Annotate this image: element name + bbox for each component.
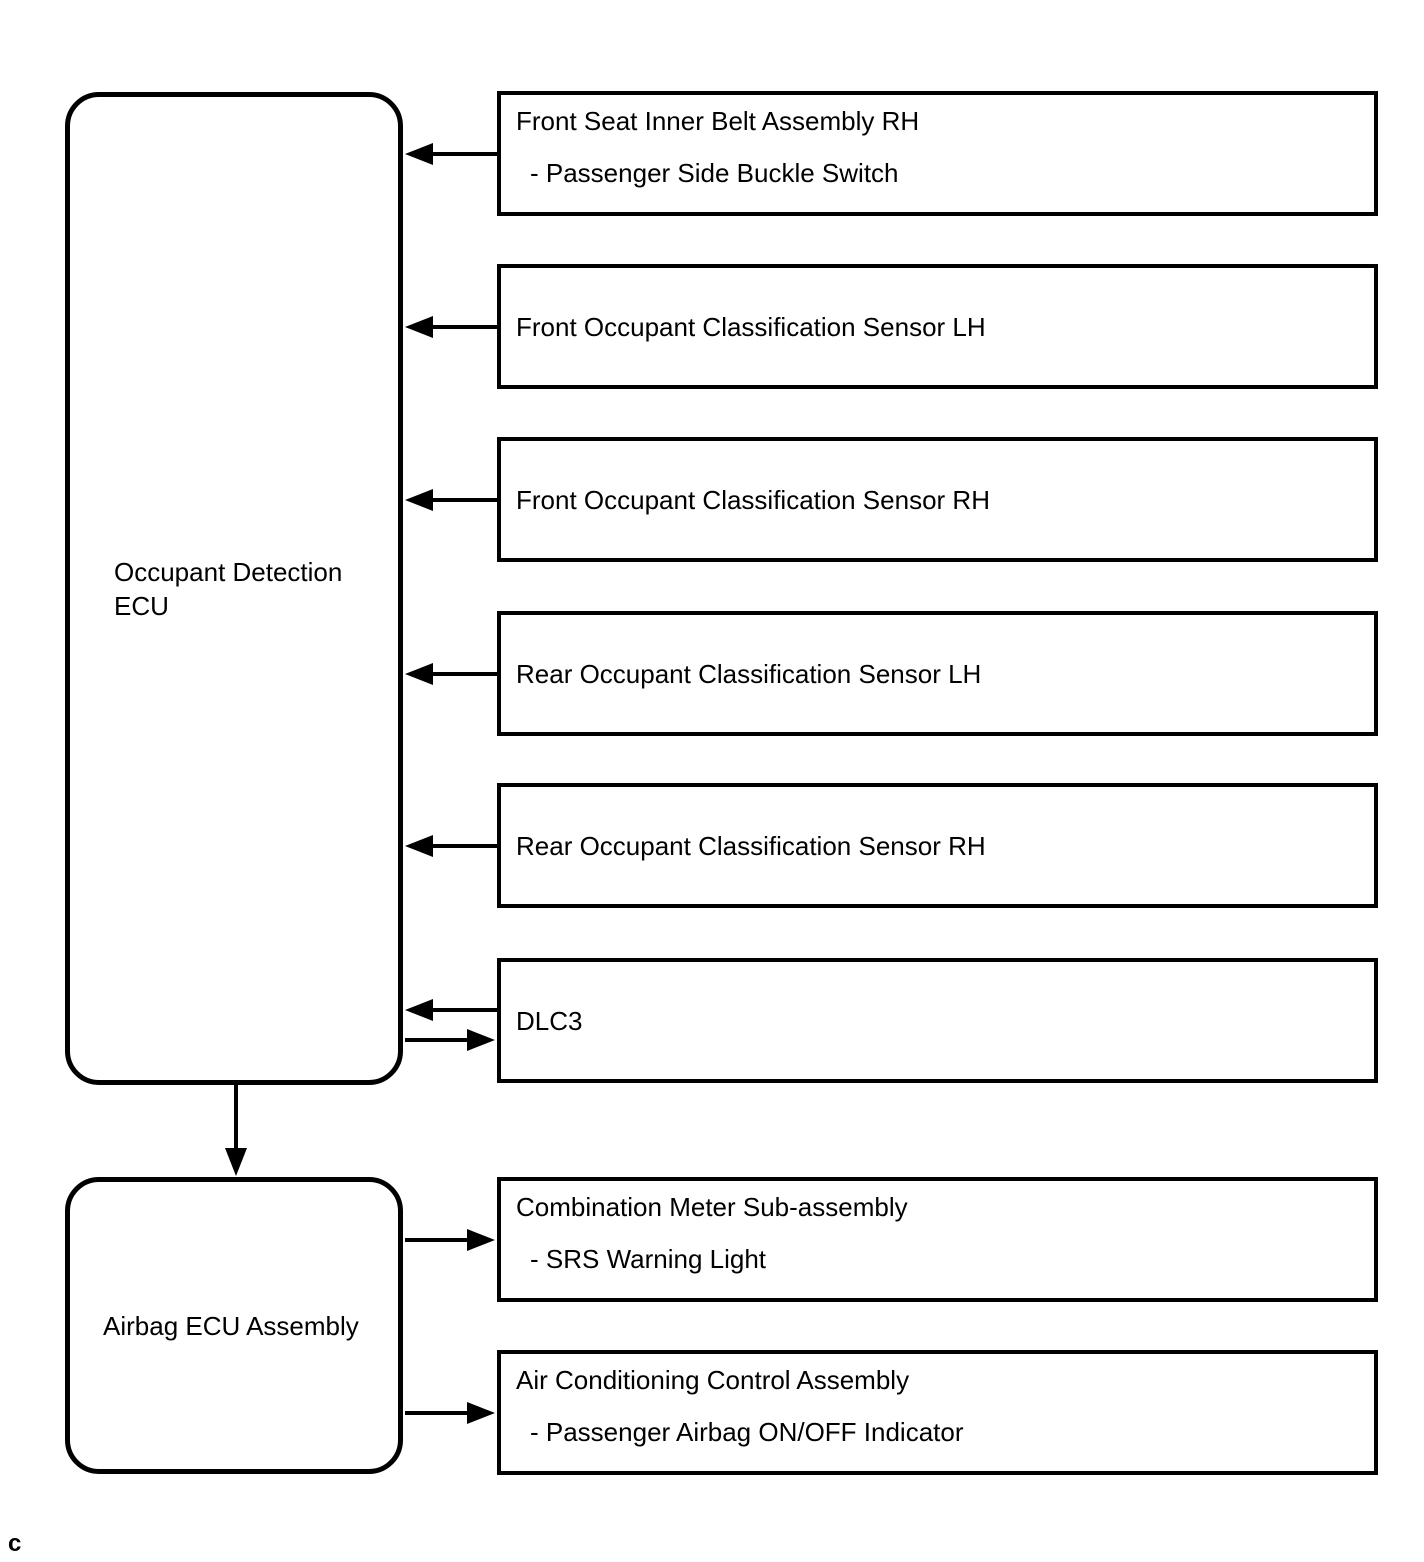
node-title: Rear Occupant Classification Sensor RH bbox=[516, 830, 986, 861]
arrow-belt-switch-to-ecu bbox=[405, 143, 497, 165]
node-title: Combination Meter Sub-assembly bbox=[516, 1192, 908, 1222]
arrow-front-ocs-rh-to-ecu bbox=[405, 489, 497, 511]
node-detail: - SRS Warning Light bbox=[530, 1244, 767, 1274]
arrow-ecu-to-airbag bbox=[225, 1083, 247, 1176]
occupant-detection-ecu-label-line1: Occupant Detection bbox=[114, 556, 343, 587]
arrow-dlc3-to-ecu bbox=[405, 999, 497, 1021]
node-title: Front Occupant Classification Sensor LH bbox=[516, 311, 986, 342]
arrow-ecu-to-dlc3 bbox=[405, 1029, 495, 1051]
occupant-detection-ecu-label-line2: ECU bbox=[114, 590, 169, 621]
node-title: Air Conditioning Control Assembly bbox=[516, 1365, 910, 1395]
node-title: Front Seat Inner Belt Assembly RH bbox=[516, 106, 920, 136]
node-front-seat-inner-belt-assembly-rh bbox=[497, 91, 1378, 216]
node-dlc3 bbox=[497, 958, 1378, 1083]
node-detail: - Passenger Side Buckle Switch bbox=[530, 158, 899, 188]
node-air-conditioning-control-assembly bbox=[497, 1350, 1378, 1475]
arrow-rear-ocs-rh-to-ecu bbox=[405, 835, 497, 857]
airbag-ecu-assembly-label: Airbag ECU Assembly bbox=[103, 1310, 359, 1341]
arrow-airbag-to-ac-control bbox=[405, 1402, 495, 1424]
node-rear-occupant-classification-sensor-lh bbox=[497, 611, 1378, 736]
node-occupant-detection-ecu bbox=[65, 92, 403, 1085]
node-title: DLC3 bbox=[516, 1005, 583, 1036]
node-title: Rear Occupant Classification Sensor LH bbox=[516, 658, 982, 689]
node-combination-meter-sub-assembly bbox=[497, 1177, 1378, 1302]
node-title: Front Occupant Classification Sensor RH bbox=[516, 484, 990, 515]
arrow-rear-ocs-lh-to-ecu bbox=[405, 663, 497, 685]
node-rear-occupant-classification-sensor-rh bbox=[497, 783, 1378, 908]
page-corner-label: c bbox=[8, 1530, 22, 1557]
node-front-occupant-classification-sensor-lh bbox=[497, 264, 1378, 389]
node-airbag-ecu-assembly bbox=[65, 1177, 403, 1474]
arrow-front-ocs-lh-to-ecu bbox=[405, 316, 497, 338]
arrow-airbag-to-combination-meter bbox=[405, 1229, 495, 1251]
node-front-occupant-classification-sensor-rh bbox=[497, 437, 1378, 562]
node-detail: - Passenger Airbag ON/OFF Indicator bbox=[530, 1417, 964, 1447]
